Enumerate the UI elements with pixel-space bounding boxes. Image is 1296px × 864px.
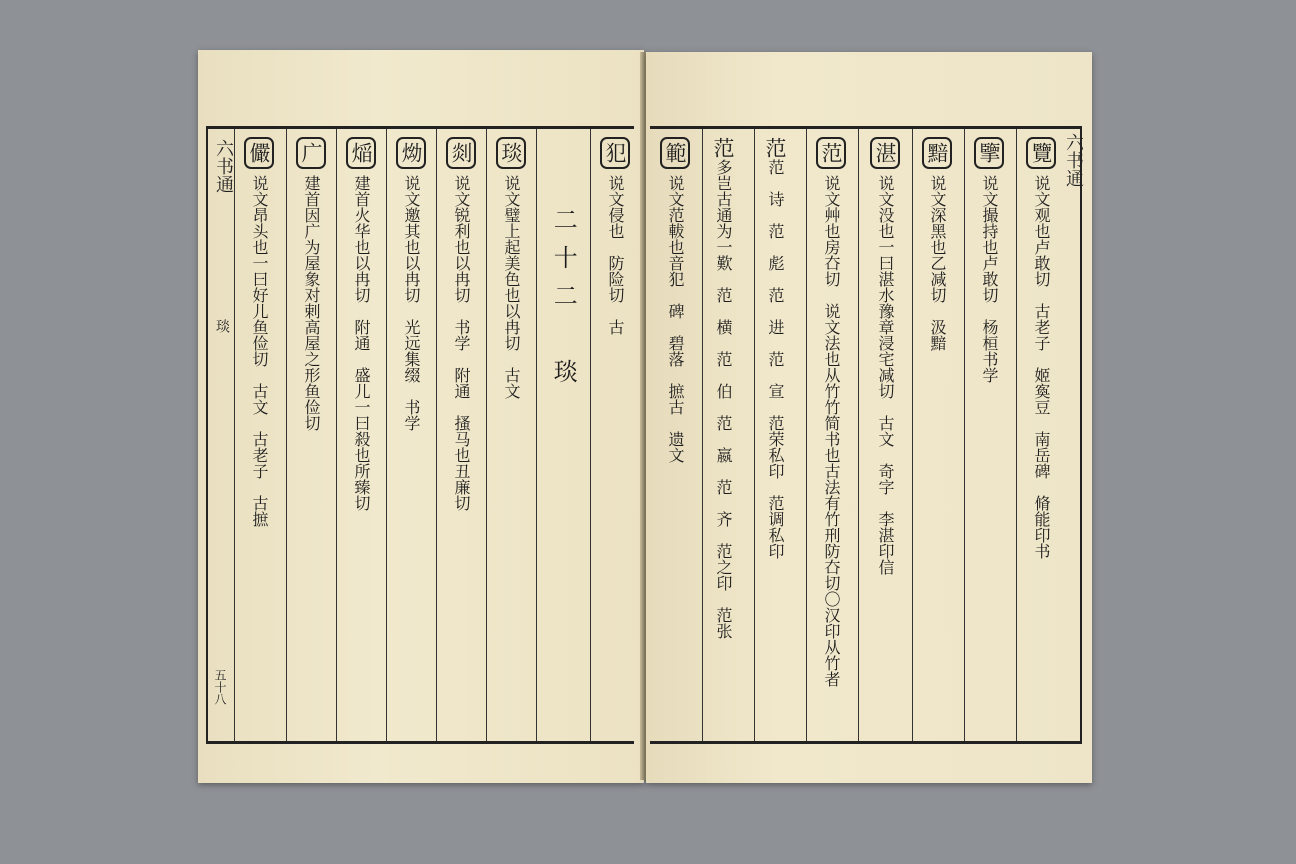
entry-gloss: 说文范軷也音犯 碑 碧落 摭古 遗文 <box>666 175 686 463</box>
entry-column <box>296 137 326 431</box>
column-rule <box>754 129 755 741</box>
left-page-frame <box>206 126 634 744</box>
column-rule <box>964 129 965 741</box>
margin-title: 六书通 <box>1063 133 1084 187</box>
entry-gloss: 说文邀其也以冉切 光远集缀 书学 <box>402 175 422 431</box>
entry-column <box>346 137 376 511</box>
entry-head-char: 湛 <box>870 137 900 169</box>
entry-column <box>974 137 1004 383</box>
entry-head-char: 擥 <box>974 137 1004 169</box>
section-heading: 二十二 琰 <box>549 207 578 397</box>
right-page <box>646 52 1092 783</box>
entry-gloss: 范 诗 范 彪 范 进 范 宣 范荣私印 范调私印 <box>766 159 786 559</box>
margin-title: 六书通 <box>213 139 234 193</box>
entry-column <box>870 137 900 575</box>
entry-gloss: 说文艸也房㚎切 说文法也从竹竹简书也古法有竹刑防㚎切〇汉印从竹者 <box>822 175 842 687</box>
entry-head-char: 范 <box>711 137 736 159</box>
entry-gloss: 建首因广为屋象对剌高屋之形鱼俭切 <box>302 175 322 431</box>
entry-gloss: 建首火华也以冉切 附通 盛儿一曰殺也所臻切 <box>352 175 372 511</box>
entry-head-char: 範 <box>660 137 690 169</box>
entry-gloss: 多岂古通为一歎 范 横 范 伯 范 嬴 范 齐 范之印 范张 <box>714 159 734 639</box>
entry-column <box>396 137 426 431</box>
entry-head-char: 剡 <box>446 137 476 169</box>
column-rule <box>702 129 703 741</box>
column-rule <box>912 129 913 741</box>
column-rule <box>1016 129 1017 741</box>
entry-gloss: 说文璧上起美色也以冉切 古文 <box>502 175 522 399</box>
entry-column <box>496 137 526 399</box>
entry-column <box>816 137 846 687</box>
entry-column <box>712 137 734 639</box>
column-rule <box>234 129 235 741</box>
page-number: 五十八 <box>213 669 227 705</box>
entry-gloss: 说文昂头也一曰好儿鱼俭切 古文 古老子 古摭 <box>250 175 270 527</box>
column-rule <box>590 129 591 741</box>
entry-gloss: 说文没也一曰湛水豫章浸宅减切 古文 奇字 李湛印信 <box>876 175 896 575</box>
column-rule <box>486 129 487 741</box>
entry-column <box>660 137 690 463</box>
entry-gloss: 说文撮持也卢敢切 杨桓书学 <box>980 175 1000 383</box>
entry-gloss: 说文观也卢敢切 古老子 姬寏豆 南岳碑 脩能印书 <box>1032 175 1052 559</box>
entry-head-char: 㶭 <box>396 137 426 169</box>
column-rule <box>858 129 859 741</box>
entry-gloss: 说文侵也 防险切 古 <box>606 175 626 335</box>
entry-head-char: 范 <box>816 137 846 169</box>
left-page <box>198 50 644 783</box>
column-rule <box>336 129 337 741</box>
entry-gloss: 说文锐利也以冉切 书学 附通 搔马也丑廉切 <box>452 175 472 511</box>
entry-column <box>764 137 786 559</box>
entry-head-char: 范 <box>763 137 788 159</box>
column-rule <box>536 129 537 741</box>
entry-head-char: 覽 <box>1026 137 1056 169</box>
entry-gloss: 说文深黑也乙减切 汲黯 <box>928 175 948 351</box>
entry-head-char: 广 <box>296 137 326 169</box>
entry-head-char: 㷔 <box>346 137 376 169</box>
column-rule <box>436 129 437 741</box>
entry-column <box>244 137 274 527</box>
margin-note: 琰 <box>214 319 230 333</box>
entry-head-char: 黯 <box>922 137 952 169</box>
entry-column <box>922 137 952 351</box>
entry-head-char: 儼 <box>244 137 274 169</box>
right-page-frame <box>650 126 1082 744</box>
entry-column <box>600 137 630 335</box>
column-rule <box>386 129 387 741</box>
entry-column <box>1026 137 1056 559</box>
entry-head-char: 琰 <box>496 137 526 169</box>
column-rule <box>806 129 807 741</box>
entry-head-char: 犯 <box>600 137 630 169</box>
entry-column <box>446 137 476 511</box>
column-rule <box>286 129 287 741</box>
